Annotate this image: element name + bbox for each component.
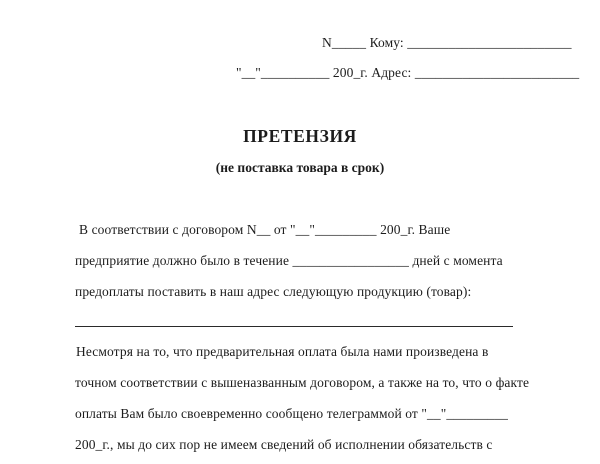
document-title: ПРЕТЕНЗИЯ: [243, 126, 357, 146]
header-number-recipient-line: N_____ Кому: ________________________: [322, 35, 572, 50]
paragraph-1-line-1: В соответствии с договором N__ от "__"_________ 200_г. Ваше: [79, 222, 451, 237]
paragraph-1-line-2: предприятие должно было в течение _________________ дней с момента: [75, 253, 503, 268]
paragraph-2-line-3: оплаты Вам было своевременно сообщено телеграммой от "__"_________: [75, 406, 508, 421]
document-subtitle: (не поставка товара в срок): [215, 160, 385, 175]
product-blank-line: [75, 326, 513, 327]
paragraph-2-line-4: 200_г., мы до сих пор не имеем сведений об исполнении обязательств с: [75, 437, 493, 452]
header-date-address-line: "__"__________ 200_г. Адрес: ________________________: [236, 65, 580, 80]
paragraph-1-line-3: предоплаты поставить в наш адрес следующую продукцию (товар):: [75, 284, 472, 299]
paragraph-2-line-2: точном соответствии с вышеназванным договором, а также на то, что о факте: [75, 375, 530, 390]
paragraph-2-line-1: Несмотря на то, что предварительная оплата была нами произведена в: [76, 344, 489, 359]
